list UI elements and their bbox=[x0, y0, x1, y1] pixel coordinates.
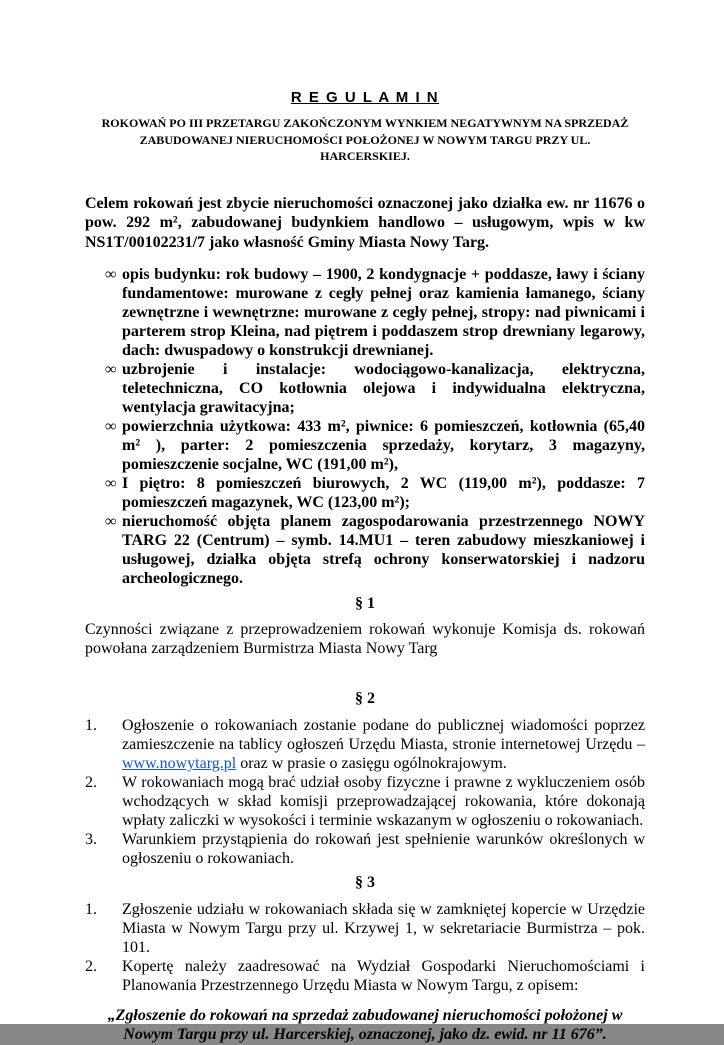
bullet-text-utilities: uzbrojenie i instalacje: wodociągowo-kanalizacja, elektryczna, teletechniczna, CO kotłownia olejowa i indywidualna elektryczna, wentylacja grawitacyjna; bbox=[122, 361, 645, 416]
bullet-marker: ∞ bbox=[105, 266, 117, 283]
item-number: 2. bbox=[85, 957, 97, 975]
item-text-envelope-address: Kopertę należy zaadresować na Wydział Gospodarki Nieruchomościami i Planowania Przestrzennego Urzędu Miasta w Nowym Targu, z opisem: bbox=[122, 957, 645, 994]
list-item bbox=[85, 265, 645, 360]
item-number: 3. bbox=[85, 831, 97, 848]
item-number: 2. bbox=[85, 774, 97, 791]
section-1-body: Czynności związane z przeprowadzeniem rokowań wykonuje Komisja ds. rokowań powołana zarządzeniem Burmistrza Miasta Nowy Targ bbox=[85, 620, 645, 657]
list-item bbox=[85, 360, 645, 417]
list-item bbox=[85, 957, 645, 995]
list-item bbox=[85, 474, 645, 512]
item-text-after-link: oraz w prasie o zasięgu ogólnokrajowym. bbox=[236, 755, 507, 772]
bullet-marker: ∞ bbox=[105, 513, 117, 530]
section-1-heading: § 1 bbox=[355, 595, 375, 612]
page-title: R E G U L A M I N bbox=[290, 89, 440, 106]
item-number: 1. bbox=[85, 900, 97, 918]
item-text-conditions: Warunkiem przystąpienia do rokowań jest spełnienie warunków określonych w ogłoszeniu o rokowaniach. bbox=[122, 831, 645, 867]
section-3-heading: § 3 bbox=[355, 874, 375, 891]
list-item bbox=[85, 900, 645, 957]
item-number: 1. bbox=[85, 717, 97, 734]
list-item bbox=[85, 773, 645, 830]
property-details-list bbox=[85, 265, 645, 588]
bullet-marker: ∞ bbox=[105, 475, 117, 492]
section-3-list bbox=[85, 900, 645, 995]
intro-paragraph: Celem rokowań jest zbycie nieruchomości oznaczonej jako działka ew. nr 11676 o pow. 292 m², zabudowanej budynkiem handlowo – usługowym, wpis w kw NS1T/00102231/7 jako własność Gminy Miasta Nowy Targ. bbox=[85, 194, 645, 251]
section-2-list bbox=[85, 716, 645, 868]
item-text-announcement bbox=[122, 716, 645, 773]
list-item bbox=[85, 716, 645, 773]
bullet-marker: ∞ bbox=[105, 361, 117, 378]
list-item bbox=[85, 512, 645, 588]
bullet-text-first-floor: I piętro: 8 pomieszczeń biurowych, 2 WC (119,00 m²), poddasze: 7 pomieszczeń magazynek, WC (123,00 m²); bbox=[122, 475, 645, 511]
item-text-participants: W rokowaniach mogą brać udział osoby fizyczne i prawne z wykluczeniem osób wchodzących w skład komisji przeprowadzającej rokowania, które dokonają wpłaty zaliczki w wysokości i terminie wskazanym w ogłoszeniu o rokowaniach. bbox=[122, 774, 645, 829]
bullet-text-zoning-plan: nieruchomość objęta planem zagospodarowania przestrzennego NOWY TARG 22 (Centrum) – symb. 14.MU1 – teren zabudowy mieszkaniowej i usługowej, działka objęta strefą ochrony konserwatorskiej i nadzoru archeologicznego. bbox=[122, 513, 645, 587]
item-text-before-link: Ogłoszenie o rokowaniach zostanie podane do publicznej wiadomości poprzez zamieszczenie na tablicy ogłoszeń Urzędu Miasta, stronie internetowej Urzędu – bbox=[122, 717, 645, 753]
list-item bbox=[85, 417, 645, 474]
list-item bbox=[85, 830, 645, 868]
nowytarg-website-link[interactable]: www.nowytarg.pl bbox=[122, 755, 237, 772]
bullet-marker: ∞ bbox=[105, 418, 117, 435]
section-2-heading: § 2 bbox=[355, 689, 375, 707]
bullet-text-usable-area: powierzchnia użytkowa: 433 m², piwnice: 6 pomieszczeń, kotłownia (65,40 m² ), parter: 2 pomieszczenia sprzedaży, korytarz, 3 magazyny, pomieszczenie socjalne, WC (191,00 m²), bbox=[122, 418, 645, 473]
item-text-submission: Zgłoszenie udziału w rokowaniach składa się w zamkniętej kopercie w Urzędzie Miasta w Nowym Targu przy ul. Krzywej 1, w sekretariacie Burmistrza – pok. 101. bbox=[122, 900, 645, 956]
document-subtitle: ROKOWAŃ PO III PRZETARGU ZAKOŃCZONYM WYNKIEM NEGATYWNYM NA SPRZEDAŻ ZABUDOWANEJ NIERUCHOMOŚCI POŁOŻONEJ W NOWYM TARGU PRZY UL. HARCERSKIEJ. bbox=[101, 116, 629, 163]
envelope-quote: „Zgłoszenie do rokowań na sprzedaż zabudowanej nieruchomości położonej w Nowym Targu przy ul. Harcerskiej, oznaczonej, jako dz. ewid. nr 11 676”. bbox=[107, 1006, 623, 1043]
bullet-text-building-description: opis budynku: rok budowy – 1900, 2 kondygnacje + poddasze, ławy i ściany fundamentowe: murowane z cegły pełnej oraz kamienia łamanego, ściany zewnętrzne i wewnętrzne: murowane z cegły pełnej, stropy: nad piwnicami i parterem strop Kleina, nad piętrem i poddaszem strop drewniany legarowy, dach: dwuspadowy o konstrukcji drewnianej. bbox=[122, 266, 645, 359]
